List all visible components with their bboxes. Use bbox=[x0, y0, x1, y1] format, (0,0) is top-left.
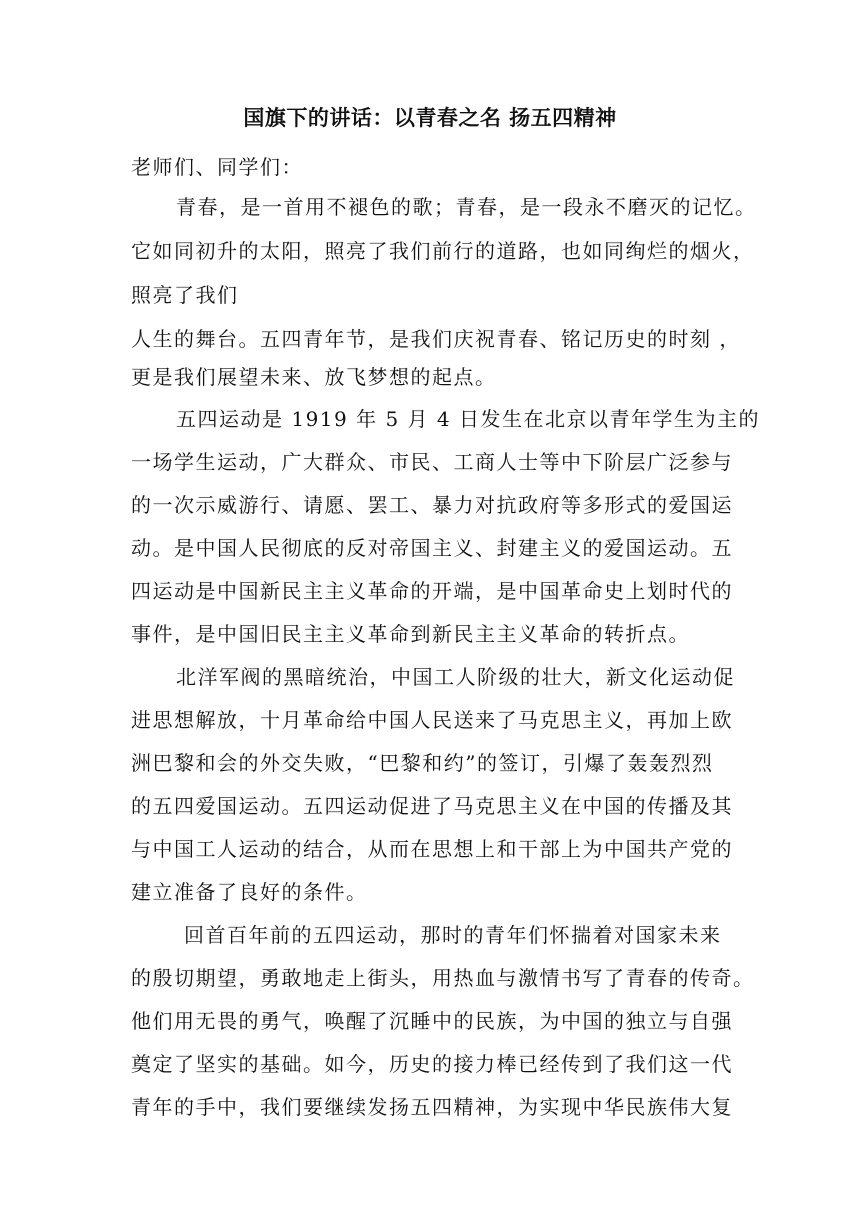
text-line: 与中国工人运动的结合，从而在思想上和干部上为中国共产党的 bbox=[131, 837, 733, 861]
text-line: 回首百年前的五四运动，那时的青年们怀揣着对国家未来 bbox=[184, 923, 722, 947]
text-line: 北洋军阀的黑暗统治，中国工人阶级的壮大，新文化运动促 bbox=[176, 665, 735, 689]
text-line: 它如同初升的太阳，照亮了我们前行的道路，也如同绚烂的烟火， bbox=[131, 239, 755, 263]
text-line: 他们用无畏的勇气，唤醒了沉睡中的民族，为中国的独立与自强 bbox=[131, 1009, 733, 1033]
text-line: 建立准备了良好的条件。 bbox=[131, 880, 368, 904]
text-line: 五四运动是 1919 年 5 月 4 日发生在北京以青年学生为主的 bbox=[176, 407, 760, 431]
text-line: 人生的舞台。五四青年节，是我们庆祝青春、铭记历史的时刻 ， bbox=[131, 327, 741, 351]
text-line: 进思想解放，十月革命给中国人民送来了马克思主义，再加上欧 bbox=[131, 708, 733, 732]
text-line: 的殷切期望，勇敢地走上街头，用热血与激情书写了青春的传奇。 bbox=[131, 966, 755, 990]
text-line: 青春，是一首用不褪色的歌；青春，是一段永不磨灭的记忆。 bbox=[176, 195, 757, 219]
text-line: 四运动是中国新民主主义革命的开端，是中国革命史上划时代的 bbox=[131, 579, 733, 603]
text-line: 洲巴黎和会的外交失败，“巴黎和约”的签订，引爆了轰轰烈烈 bbox=[131, 751, 714, 775]
text-line: 动。是中国人民彻底的反对帝国主义、封建主义的爱国运动。五 bbox=[131, 536, 733, 560]
text-line: 一场学生运动，广大群众、市民、工商人士等中下阶层广泛参与 bbox=[131, 450, 733, 474]
text-line: 事件，是中国旧民主主义革命到新民主主义革命的转折点。 bbox=[131, 622, 690, 646]
text-line: 照亮了我们 bbox=[131, 283, 239, 307]
text-line: 的一次示威游行、请愿、罢工、暴力对抗政府等多形式的爱国运 bbox=[131, 493, 733, 517]
text-line: 更是我们展望未来、放飞梦想的起点。 bbox=[131, 365, 497, 389]
salutation: 老师们、同学们： bbox=[131, 155, 303, 179]
text-line: 奠定了坚实的基础。如今，历史的接力棒已经传到了我们这一代 bbox=[131, 1052, 733, 1076]
text-line: 的五四爱国运动。五四运动促进了马克思主义在中国的传播及其 bbox=[131, 794, 733, 818]
page-title: 国旗下的讲话：以青春之名 扬五四精神 bbox=[243, 106, 617, 130]
text-line: 青年的手中，我们要继续发扬五四精神，为实现中华民族伟大复 bbox=[131, 1095, 733, 1119]
